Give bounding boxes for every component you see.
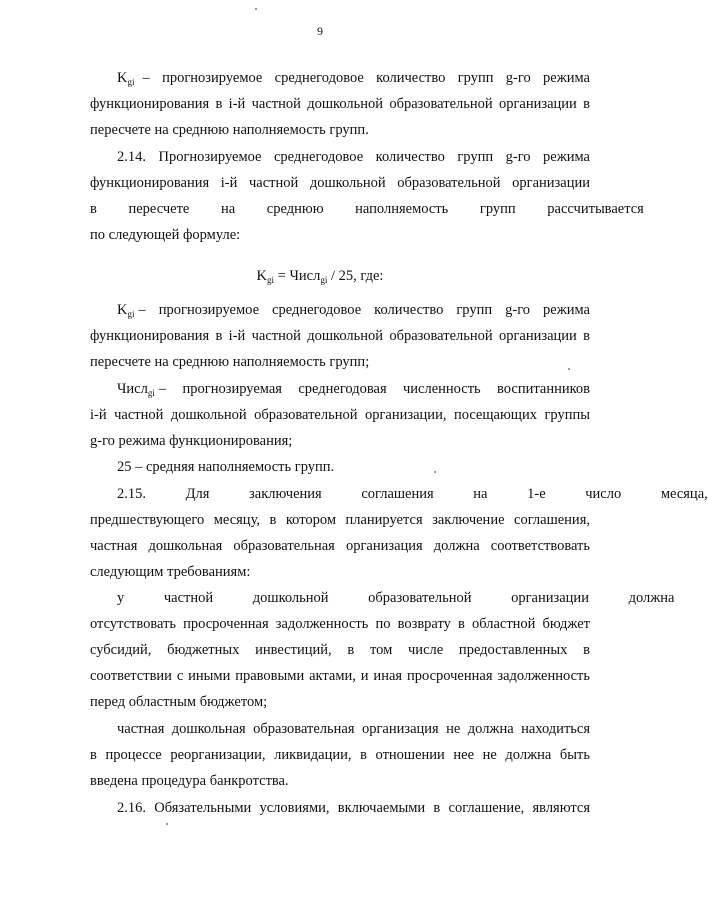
p8-line-3: введена процедура банкротства. <box>90 773 289 789</box>
p4-line-2: i-й частной дошкольной образовательной организации, посещающих группы <box>90 407 590 423</box>
p5-line-1: 25 – средняя наполняемость групп. <box>117 459 335 475</box>
p6-line-3: частная дошкольная образовательная организация должна соответствовать <box>90 538 590 554</box>
p3-symbol: $K_{gi}$ <box>117 302 135 319</box>
p7-line-4: соответствии с иными правовыми актами, и иная просроченная задолженность <box>90 668 590 684</box>
scan-speck <box>166 823 168 825</box>
page-number: 9 <box>317 24 323 38</box>
p4-symbol: Числ$_{gi}$ <box>117 381 155 398</box>
p8-line-1: частная дошкольная образовательная организация не должна находиться <box>117 721 590 737</box>
p7-line-2: отсутствовать просроченная задолженность по возврату в областной бюджет <box>90 616 590 632</box>
p9-line-1: 2.16. Обязательными условиями, включаемыми в соглашение, являются <box>117 800 590 816</box>
p3-line-2: функционирования в i-й частной дошкольной образовательной организации в <box>90 328 590 344</box>
p4-line-3: g-го режима функционирования; <box>90 433 293 449</box>
p1-text-1: – прогнозируемое среднегодовое количество групп g-го режима <box>142 70 590 86</box>
p1-line-2: функционирования в i-й частной дошкольной образовательной организации в <box>90 96 590 112</box>
scan-speck <box>255 8 257 10</box>
p3-line-1: $K_{gi}$ – прогнозируемое среднегодовое количество групп g-го режима <box>117 302 590 319</box>
p7-line-1: у частной дошкольной образовательной организации должна <box>117 590 675 606</box>
p1-line-3: пересчете на среднюю наполняемость групп. <box>90 122 369 138</box>
scan-speck <box>434 471 436 473</box>
p2-line-2: функционирования i-й частной дошкольной образовательной организации <box>90 175 590 191</box>
formula: $K_{gi}$ = Числ$_{gi}$ / 25, где: <box>256 268 384 285</box>
p1-line-1 <box>117 71 590 86</box>
p7-line-3: субсидий, бюджетных инвестиций, в том числе предоставленных в <box>90 642 590 658</box>
p2-line-1: 2.14. Прогнозируемое среднегодовое количество групп g-го режима <box>117 149 590 165</box>
p4-line-1: Числ$_{gi}$ – прогнозируемая среднегодовая численность воспитанников <box>117 381 590 398</box>
p6-line-2: предшествующего месяцу, в котором планируется заключение соглашения, <box>90 512 590 528</box>
p6-line-1: 2.15. Для заключения соглашения на 1-е число месяца, <box>117 486 708 502</box>
p3-line-3: пересчете на среднюю наполняемость групп; <box>90 354 370 370</box>
scan-speck <box>568 368 570 370</box>
p2-line-3: в пересчете на среднюю наполняемость групп рассчитывается <box>90 201 644 217</box>
p6-line-4: следующим требованиям: <box>90 564 251 580</box>
p1-symbol: $K_{gi}$ <box>117 70 135 87</box>
p8-line-2: в процессе реорганизации, ликвидации, в отношении нее не должна быть <box>90 747 590 763</box>
p2-line-4: по следующей формуле: <box>90 227 241 243</box>
p7-line-5: перед областным бюджетом; <box>90 694 268 710</box>
